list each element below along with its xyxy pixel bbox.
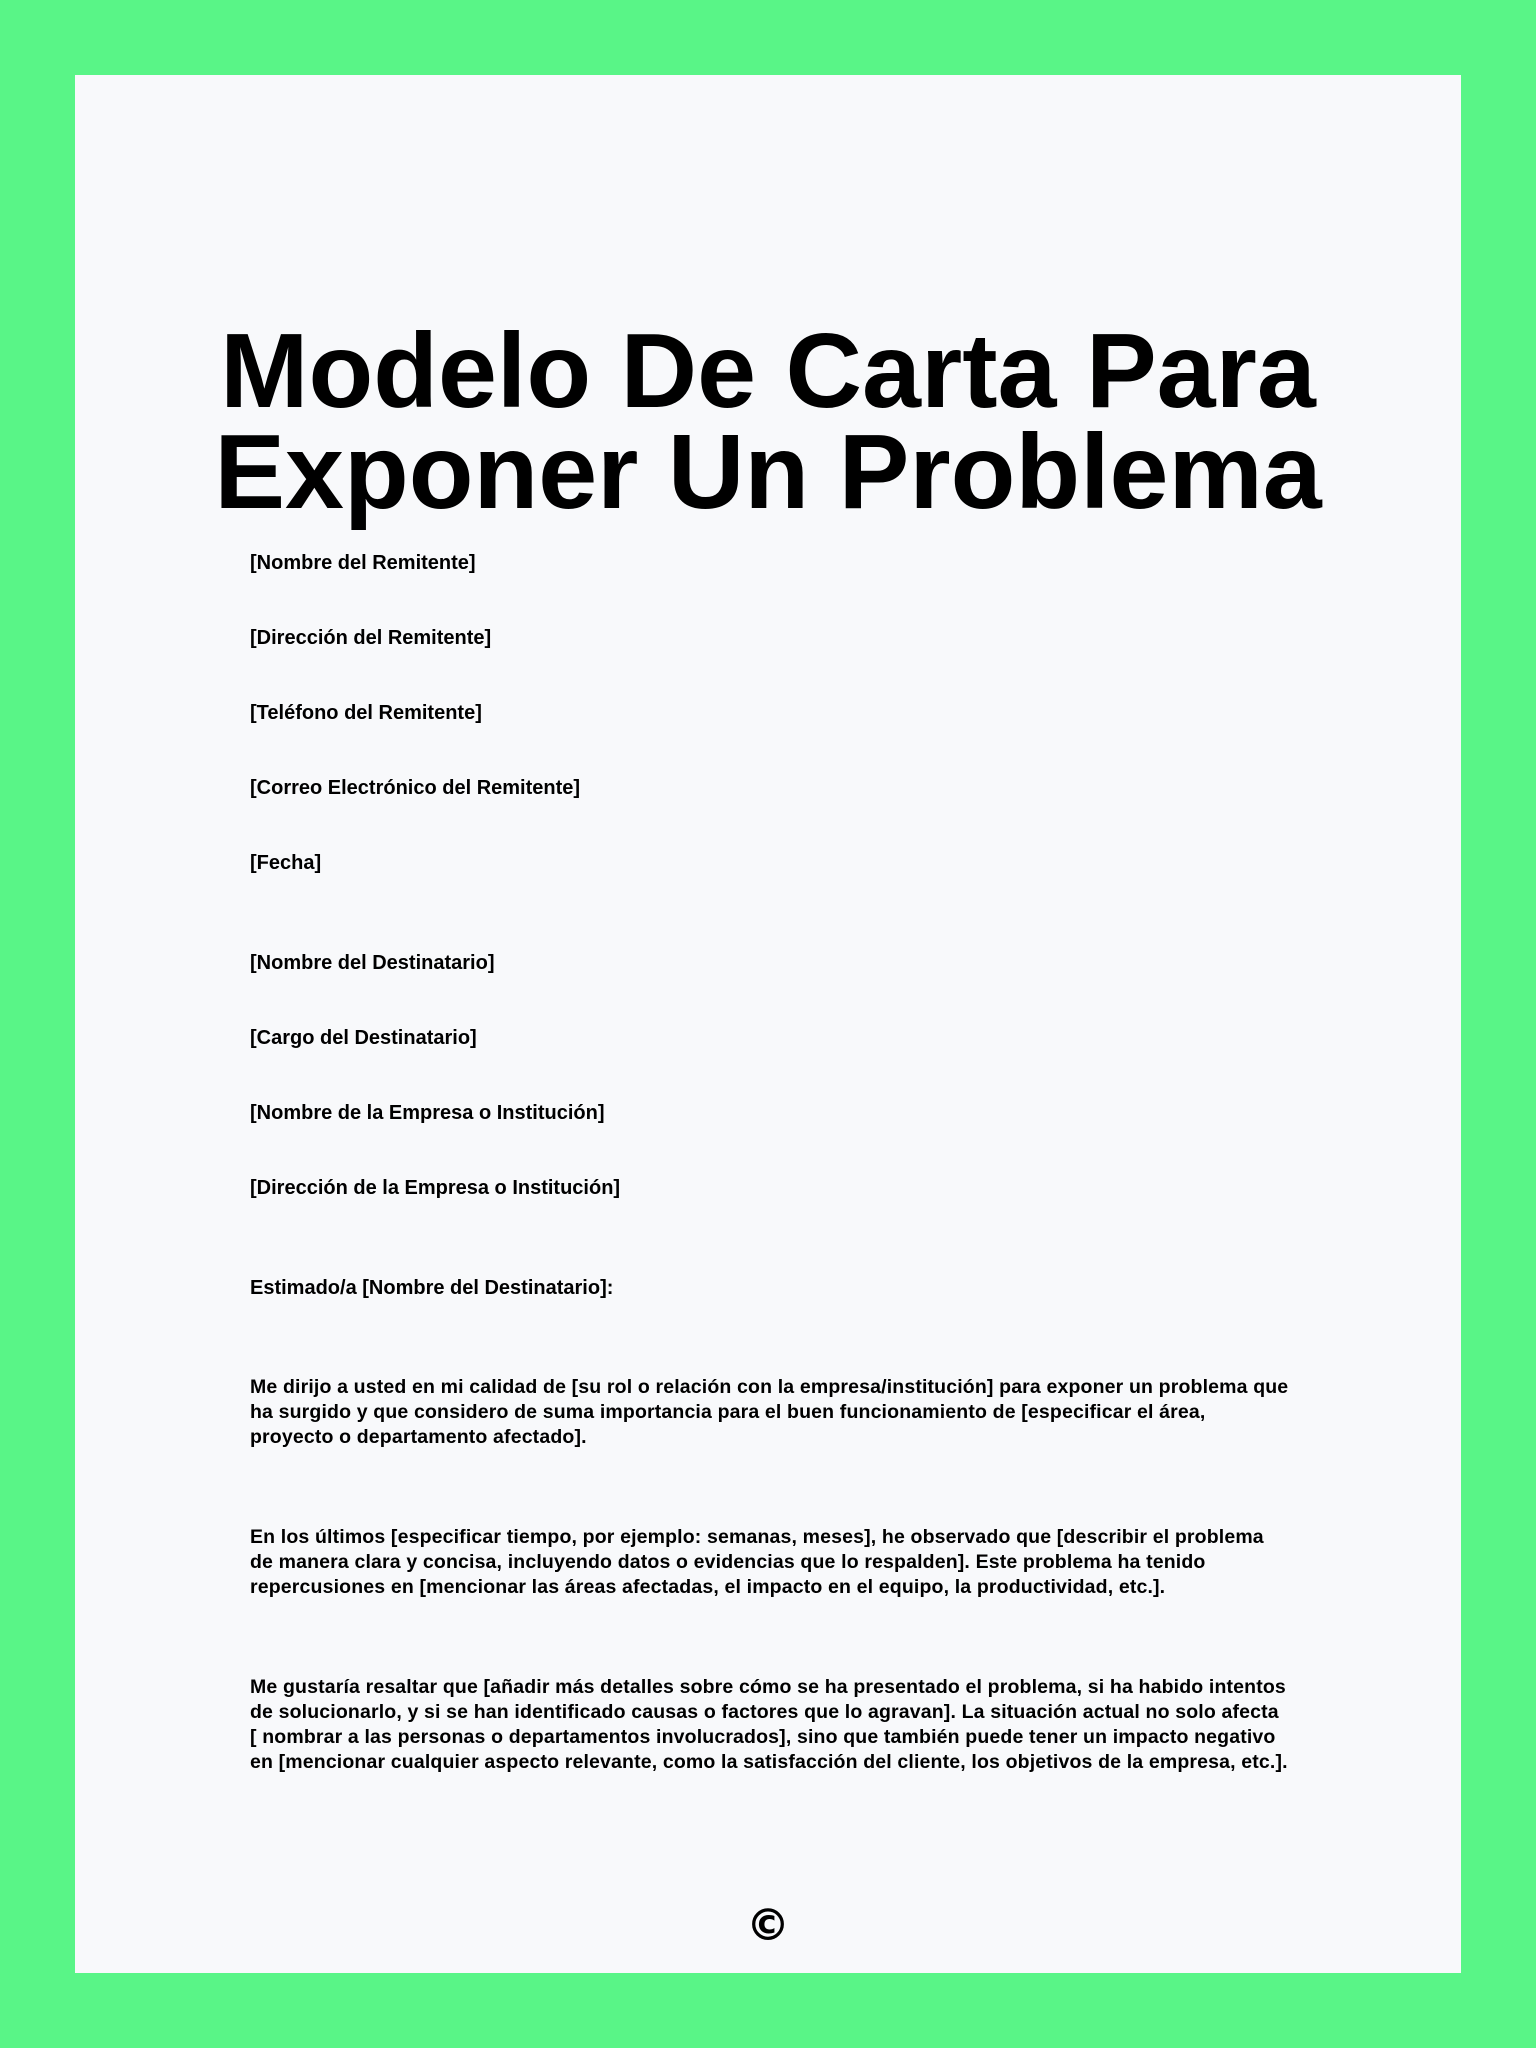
body-paragraph: En los últimos [especificar tiempo, por ejemplo: semanas, meses], he observado que [describir el problema de manera clara y concisa, incluyendo datos o evidencias que lo respalden]. Este problema ha tenido repercusiones en [mencionar las áreas afectadas, el impacto en el equipo, la productividad, etc.]. (250, 1526, 1264, 1598)
copyright-icon: © (746, 1900, 790, 1951)
letter-sheet (75, 75, 1461, 1973)
sender-email: [Correo Electrónico del Remitente] (250, 777, 581, 799)
recipient-name: [Nombre del Destinatario] (250, 952, 495, 974)
recipient-position: [Cargo del Destinatario] (250, 1027, 477, 1049)
body-paragraph: Me gustaría resaltar que [añadir más detalles sobre cómo se ha presentado el problema, si ha habido intentos de solucionarlo, y si se han identificado causas o factores que lo agravan]. La situación actual no solo afecta [ nombrar a las personas o departamentos involucrados], sino que también puede tener un impacto negativo en [mencionar cualquier aspecto relevante, como la satisfacción del cliente, los objetivos de la empresa, etc.]. (250, 1676, 1288, 1773)
sender-address: [Dirección del Remitente] (250, 627, 492, 649)
body-paragraph: Me dirijo a usted en mi calidad de [su rol o relación con la empresa/institución] para exponer un problema que ha surgido y que considero de suma importancia para el buen funcionamiento de [especificar el área, proyecto o departamento afectado]. (250, 1376, 1289, 1448)
page-title: Modelo De Carta Para Exponer Un Problema (214, 312, 1322, 531)
sender-phone: [Teléfono del Remitente] (250, 702, 482, 724)
recipient-company-address: [Dirección de la Empresa o Institución] (250, 1177, 621, 1199)
letter-date: [Fecha] (250, 852, 322, 874)
greeting: Estimado/a [Nombre del Destinatario]: (250, 1277, 614, 1299)
recipient-company: [Nombre de la Empresa o Institución] (250, 1102, 605, 1124)
sender-name: [Nombre del Remitente] (250, 552, 476, 574)
